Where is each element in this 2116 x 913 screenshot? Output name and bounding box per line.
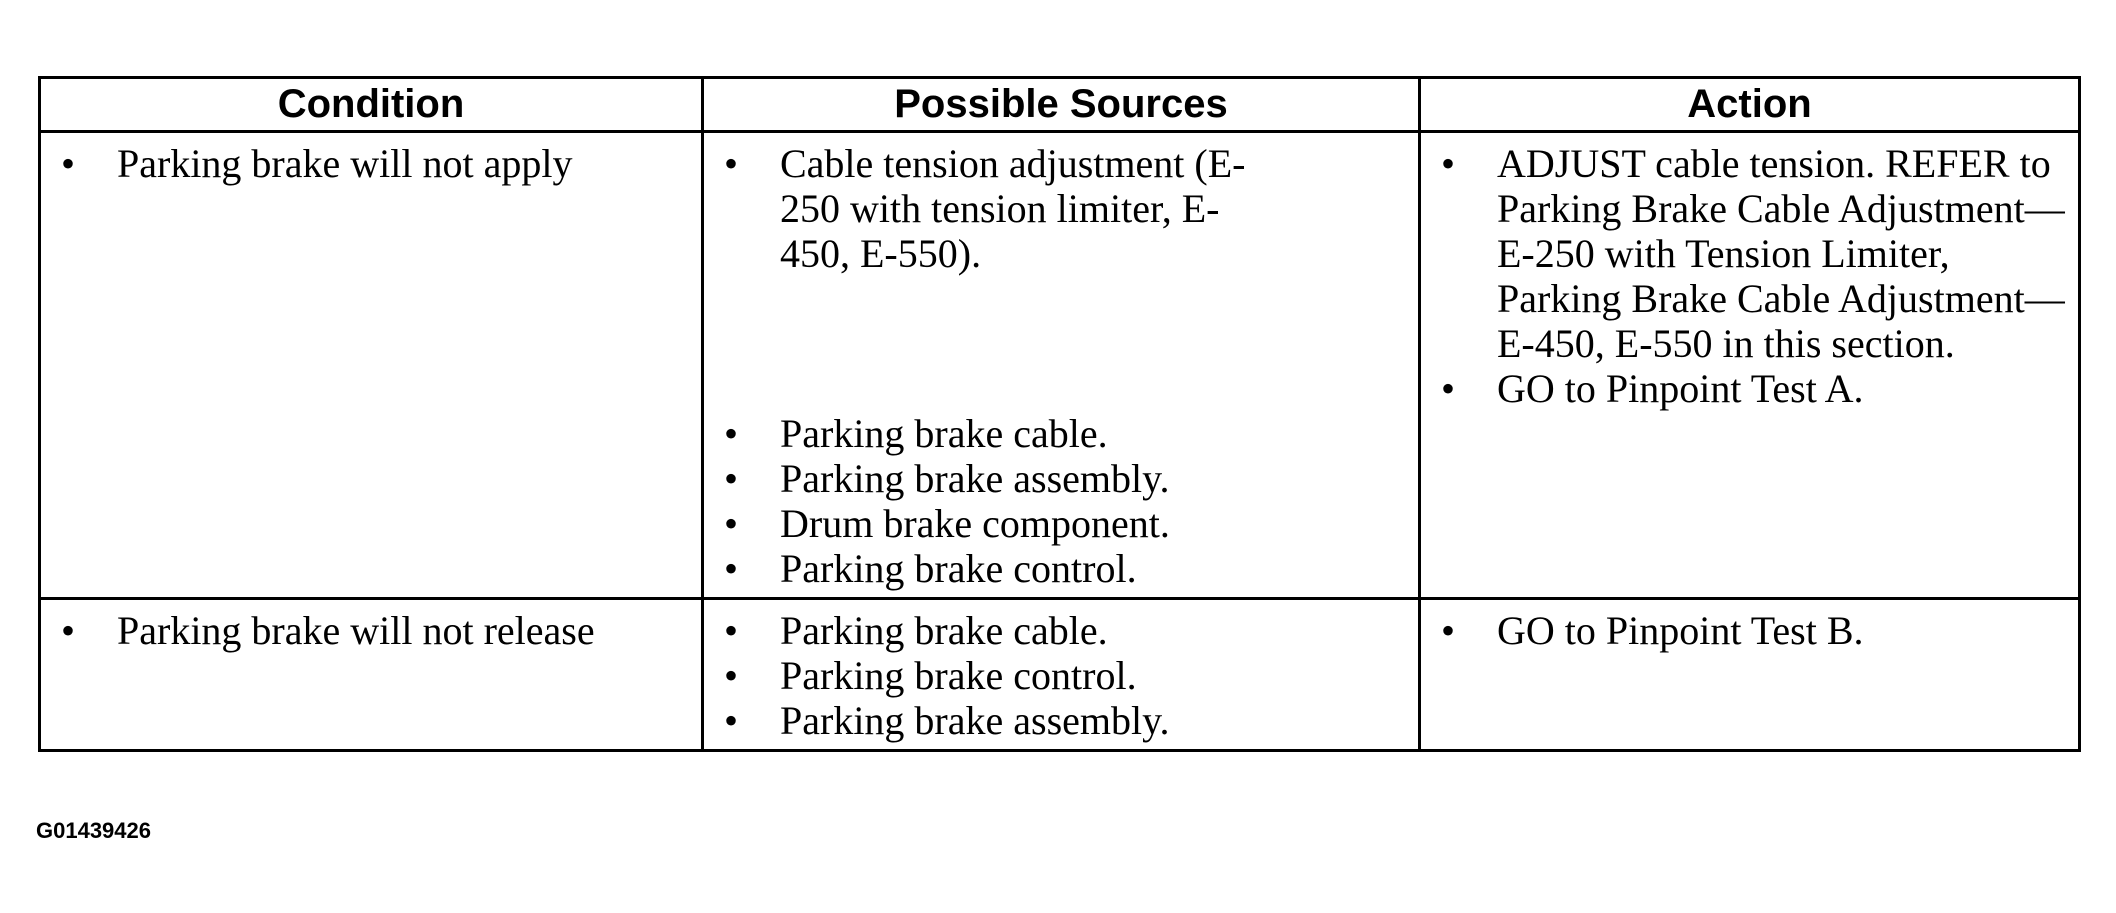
table-header-row xyxy=(40,78,2080,132)
list-item xyxy=(716,411,1406,456)
bullet-icon: • xyxy=(1441,141,1456,186)
bullet-icon: • xyxy=(724,456,739,501)
list-item xyxy=(1433,608,2066,653)
source-text: Parking brake assembly. xyxy=(780,456,1170,501)
header-possible-sources: Possible Sources xyxy=(703,78,1420,132)
list-item xyxy=(53,141,689,186)
list-item xyxy=(716,698,1406,743)
header-condition: Condition xyxy=(40,78,703,132)
header-action: Action xyxy=(1420,78,2080,132)
list-item xyxy=(53,608,689,653)
action-cell xyxy=(1420,599,2080,751)
table-row xyxy=(40,132,2080,599)
bullet-icon: • xyxy=(61,608,76,653)
condition-list xyxy=(53,141,689,186)
sources-cell xyxy=(703,599,1420,751)
condition-text: Parking brake will not apply xyxy=(117,141,573,186)
list-item xyxy=(716,653,1406,698)
source-text: Parking brake control. xyxy=(780,546,1137,591)
bullet-icon: • xyxy=(724,653,739,698)
source-text: Parking brake assembly. xyxy=(780,698,1170,743)
bullet-icon: • xyxy=(724,546,739,591)
bullet-icon: • xyxy=(61,141,76,186)
condition-cell xyxy=(40,132,703,599)
bullet-icon: • xyxy=(724,141,739,186)
action-cell xyxy=(1420,132,2080,599)
list-item xyxy=(1433,141,2066,366)
list-item xyxy=(1433,366,2066,411)
sources-list xyxy=(716,141,1406,276)
bullet-icon: • xyxy=(724,411,739,456)
condition-text: Parking brake will not release xyxy=(117,608,595,653)
action-text: ADJUST cable tension. REFER to Parking Brake Cable Adjustment—E-250 with Tension Limiter, Parking Brake Cable Adjustment—E-450, E-550 in this section. xyxy=(1497,141,2065,366)
sources-cell xyxy=(703,132,1420,599)
source-text: Drum brake component. xyxy=(780,501,1170,546)
list-item xyxy=(716,501,1406,546)
spacer xyxy=(716,276,1406,411)
diagnosis-table xyxy=(38,76,2081,752)
bullet-icon: • xyxy=(724,608,739,653)
source-text: Parking brake cable. xyxy=(780,411,1108,456)
bullet-icon: • xyxy=(1441,608,1456,653)
actions-list xyxy=(1433,141,2066,411)
list-item xyxy=(716,546,1406,591)
table-row xyxy=(40,599,2080,751)
action-text: GO to Pinpoint Test B. xyxy=(1497,608,1864,653)
source-text: Cable tension adjustment (E-250 with tension limiter, E-450, E-550). xyxy=(780,141,1246,276)
sources-list xyxy=(716,411,1406,591)
condition-cell xyxy=(40,599,703,751)
bullet-icon: • xyxy=(1441,366,1456,411)
sources-list xyxy=(716,608,1406,743)
list-item xyxy=(716,608,1406,653)
action-text: GO to Pinpoint Test A. xyxy=(1497,366,1864,411)
bullet-icon: • xyxy=(724,698,739,743)
actions-list xyxy=(1433,608,2066,653)
figure-id: G01439426 xyxy=(36,818,151,843)
source-text: Parking brake control. xyxy=(780,653,1137,698)
list-item xyxy=(716,456,1406,501)
condition-list xyxy=(53,608,689,653)
bullet-icon: • xyxy=(724,501,739,546)
source-text: Parking brake cable. xyxy=(780,608,1108,653)
list-item xyxy=(716,141,1260,276)
